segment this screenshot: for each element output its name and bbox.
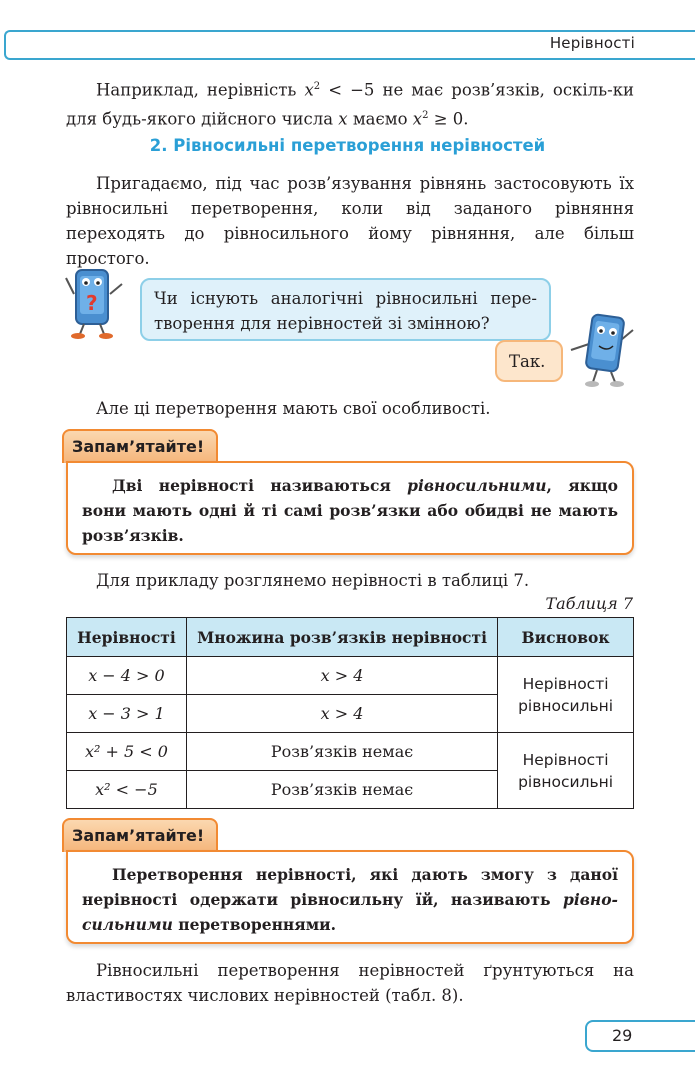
remember-box <box>66 850 634 944</box>
table-cell-solution: x > 4 <box>186 695 497 733</box>
table-header: Нерівності <box>67 618 187 657</box>
remember-text: Перетворення нерівності, які дають змогу з даної нерівності одержати рівносильну їй, називають рівно-сильними перетвореннями. <box>82 865 618 934</box>
inequalities-table <box>66 617 634 809</box>
table-cell-inequality: x − 4 > 0 <box>67 657 187 695</box>
table-cell-inequality: x² < −5 <box>67 771 187 809</box>
table-cell-solution: Розв’язків немає <box>186 733 497 771</box>
table-caption: Таблиця 7 <box>545 594 633 613</box>
page-header-title: Нерівності <box>549 34 635 52</box>
remember-tab: Запам’ятайте! <box>62 818 218 852</box>
table-cell-conclusion: Нерівності рівносильні <box>498 657 634 733</box>
page-number: 29 <box>612 1026 633 1045</box>
page-number-box <box>585 1020 695 1052</box>
features-paragraph: Але ці перетворення мають свої особливості. <box>96 399 491 418</box>
answer-bubble: Так. <box>495 340 563 382</box>
table-cell-solution: x > 4 <box>186 657 497 695</box>
table-cell-conclusion: Нерівності рівносильні <box>498 733 634 809</box>
example-paragraph: Для прикладу розглянемо нерівності в таблиці 7. <box>96 571 530 590</box>
robot-answer-icon <box>565 310 637 388</box>
recall-paragraph: Пригадаємо, під час розв’язування рівнянь застосовують їх рівносильні перетворення, коли від заданого рівняння переходять до рівносильного йому рівняння, але більш простого. <box>66 174 634 268</box>
table-header: Висновок <box>498 618 634 657</box>
svg-text:?: ? <box>86 291 98 315</box>
table-cell-inequality: x − 3 > 1 <box>67 695 187 733</box>
intro-paragraph: Наприклад, нерівність $x^2 < -5$ не має розв’язків, оскіль-ки для будь-якого дійсного числа x маємо $x^2 \ge 0$. <box>66 80 635 128</box>
question-bubble: Чи існують аналогічні рівносильні пере-творення для нерівностей зі змінною? <box>140 278 551 341</box>
robot-question-icon <box>64 264 134 340</box>
table-cell-inequality: x² + 5 < 0 <box>67 733 187 771</box>
remember-text: Дві нерівності називаються рівносильними, якщо вони мають одні й ті самі розв’язки або обидві не мають розв’язків. <box>82 476 618 545</box>
table-header: Множина розв’язків нерівності <box>186 618 497 657</box>
remember-box <box>66 461 634 555</box>
table-row <box>67 657 634 695</box>
remember-tab: Запам’ятайте! <box>62 429 218 463</box>
section-title: 2. Рівносильні перетворення нерівностей <box>149 136 546 155</box>
table-cell-solution: Розв’язків немає <box>186 771 497 809</box>
closing-paragraph: Рівносильні перетворення нерівностей ґрунтуються на властивостях числових нерівностей (табл. 8). <box>66 961 634 1005</box>
table-row <box>67 733 634 771</box>
